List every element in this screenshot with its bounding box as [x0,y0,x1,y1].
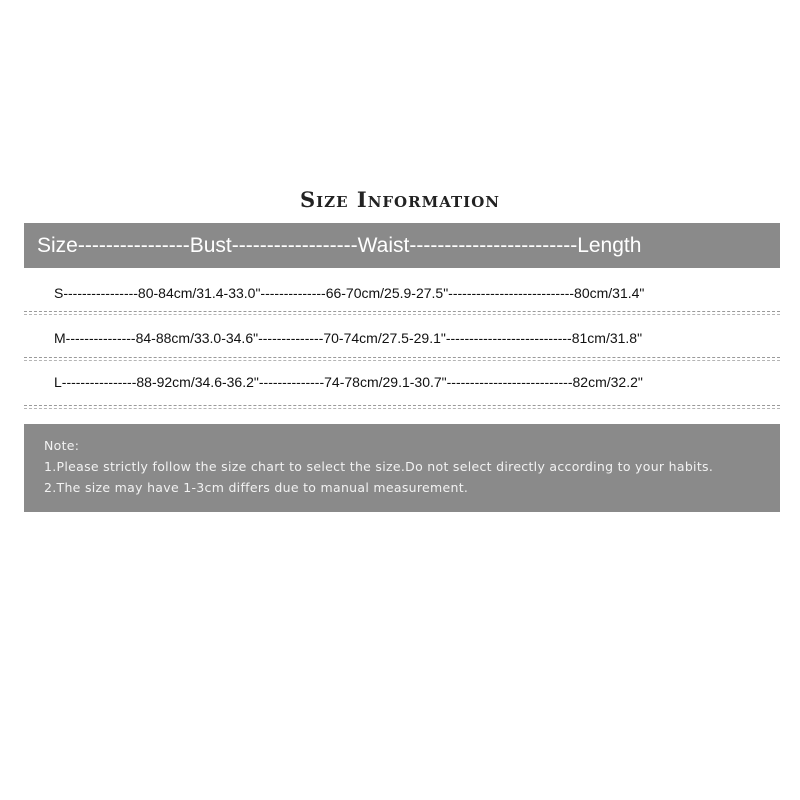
size-row-text: M---------------84-88cm/33.0-34.6"--------------70-74cm/27.5-29.1"---------------------------81cm/31.8" [54,330,643,346]
size-row-m [24,323,780,353]
note-line-1: 1.Please strictly follow the size chart to select the size.Do not select directly according to your habits. [44,459,714,474]
page-title: Size Information [300,187,500,212]
size-table-header-text: Size----------------Bust------------------Waist------------------------Length [37,234,642,257]
size-table-header [24,223,780,268]
note-line-2: 2.The size may have 1-3cm differs due to manual measurement. [44,480,469,495]
size-row-text: S----------------80-84cm/31.4-33.0"--------------66-70cm/25.9-27.5"---------------------------80cm/31.4" [54,285,645,301]
row-divider [24,405,780,406]
note-box [24,424,780,512]
size-row-s [24,278,780,308]
note-heading: Note: [44,438,80,453]
row-divider [24,357,780,358]
row-divider [24,311,780,312]
size-row-l [24,367,780,397]
size-row-text: L----------------88-92cm/34.6-36.2"--------------74-78cm/29.1-30.7"---------------------------82cm/32.2" [54,374,643,390]
